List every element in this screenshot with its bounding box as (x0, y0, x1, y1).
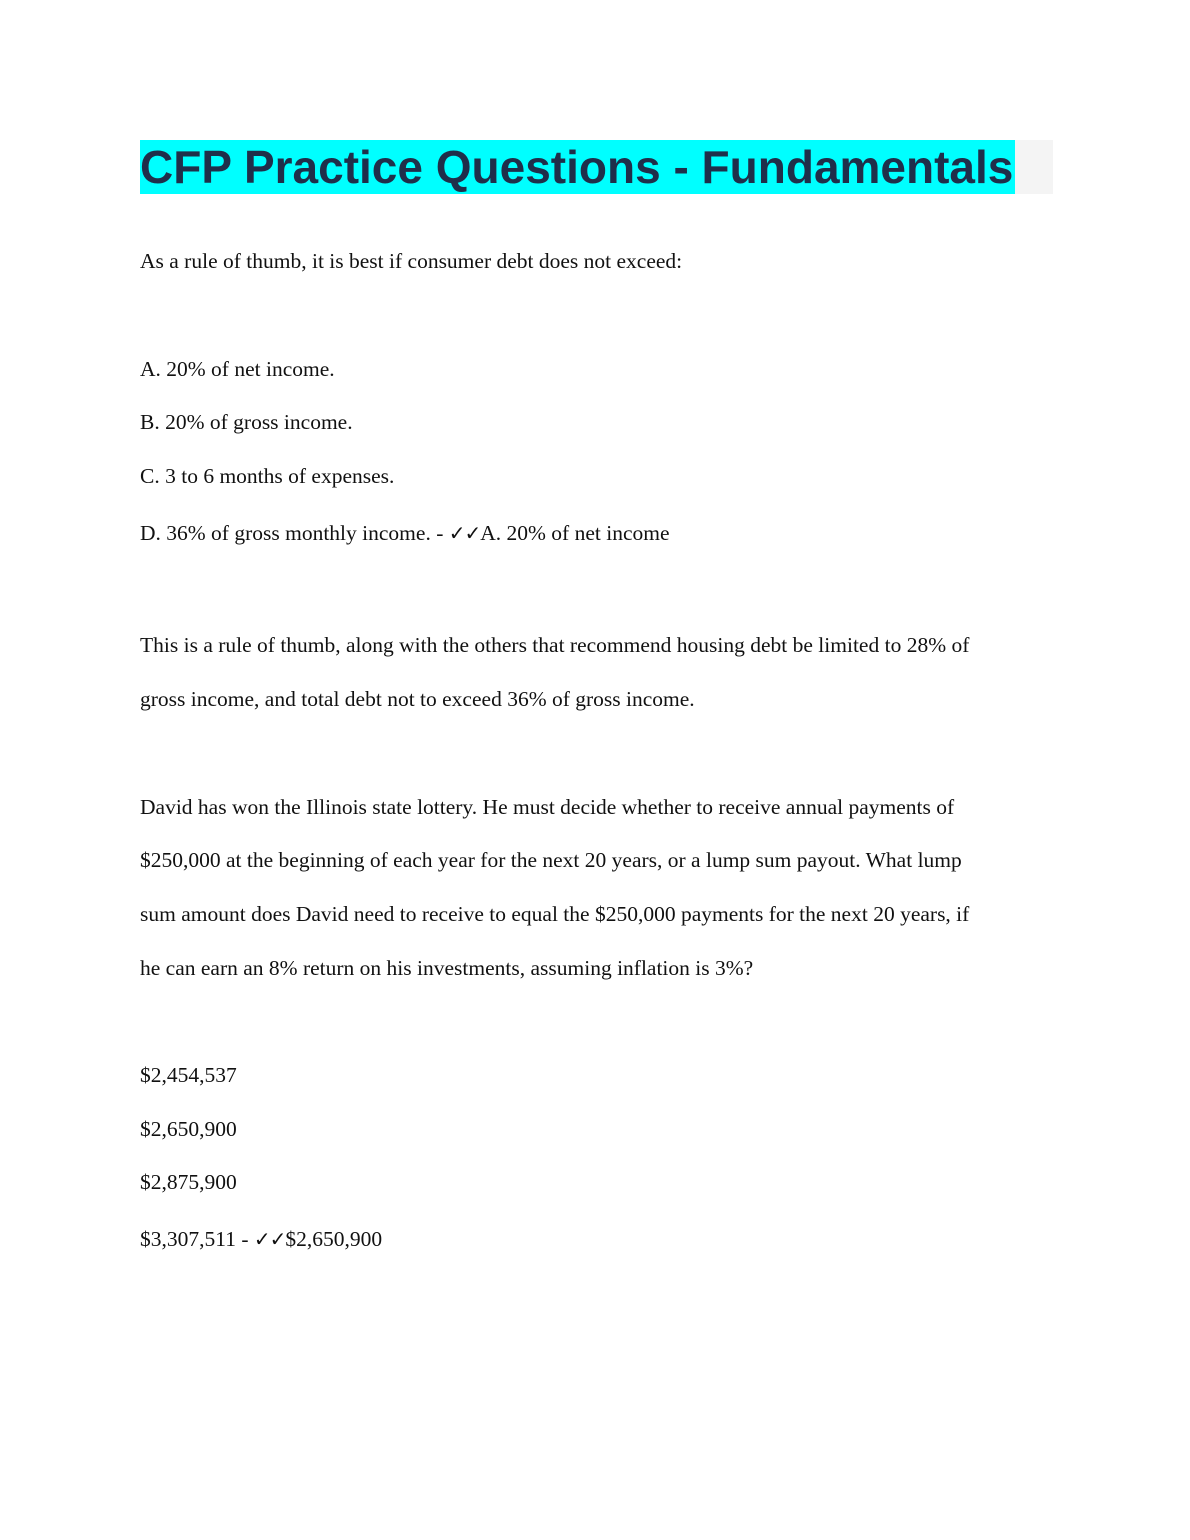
title-block (140, 140, 1053, 194)
question-1-option-a: A. 20% of net income. (140, 357, 335, 381)
question-2-option-1: $2,454,537 (140, 1063, 237, 1087)
question-2-prompt-line-4: he can earn an 8% return on his investments, assuming inflation is 3%? (140, 956, 754, 980)
question-1-prompt: As a rule of thumb, it is best if consumer debt does not exceed: (140, 249, 683, 273)
question-1-answer: A. 20% of net income (480, 521, 670, 545)
question-1-explanation-line-1: This is a rule of thumb, along with the others that recommend housing debt be limited to 28% of (140, 633, 970, 657)
question-1-option-d (140, 518, 670, 548)
checkmark-icon: ✓✓ (448, 521, 481, 545)
question-2-option-4-text: $3,307,511 - (140, 1227, 254, 1251)
question-2-prompt-line-3: sum amount does David need to receive to equal the $250,000 payments for the next 20 years, if (140, 902, 970, 926)
checkmark-icon: ✓✓ (253, 1227, 286, 1251)
question-1-option-b: B. 20% of gross income. (140, 410, 353, 434)
question-2-option-2: $2,650,900 (140, 1117, 237, 1141)
question-2-answer: $2,650,900 (285, 1227, 383, 1251)
question-2-prompt-line-1: David has won the Illinois state lottery. He must decide whether to receive annual payments of (140, 795, 955, 819)
question-2-option-4 (140, 1224, 382, 1254)
question-1-option-c: C. 3 to 6 months of expenses. (140, 464, 395, 488)
page-title: CFP Practice Questions - Fundamentals (140, 141, 1014, 193)
question-2-option-3: $2,875,900 (140, 1170, 237, 1194)
question-1-explanation-line-2: gross income, and total debt not to exceed 36% of gross income. (140, 687, 695, 711)
question-2-prompt-line-2: $250,000 at the beginning of each year for the next 20 years, or a lump sum payout. What lump (140, 848, 962, 872)
question-1-option-d-text: D. 36% of gross monthly income. - (140, 521, 449, 545)
